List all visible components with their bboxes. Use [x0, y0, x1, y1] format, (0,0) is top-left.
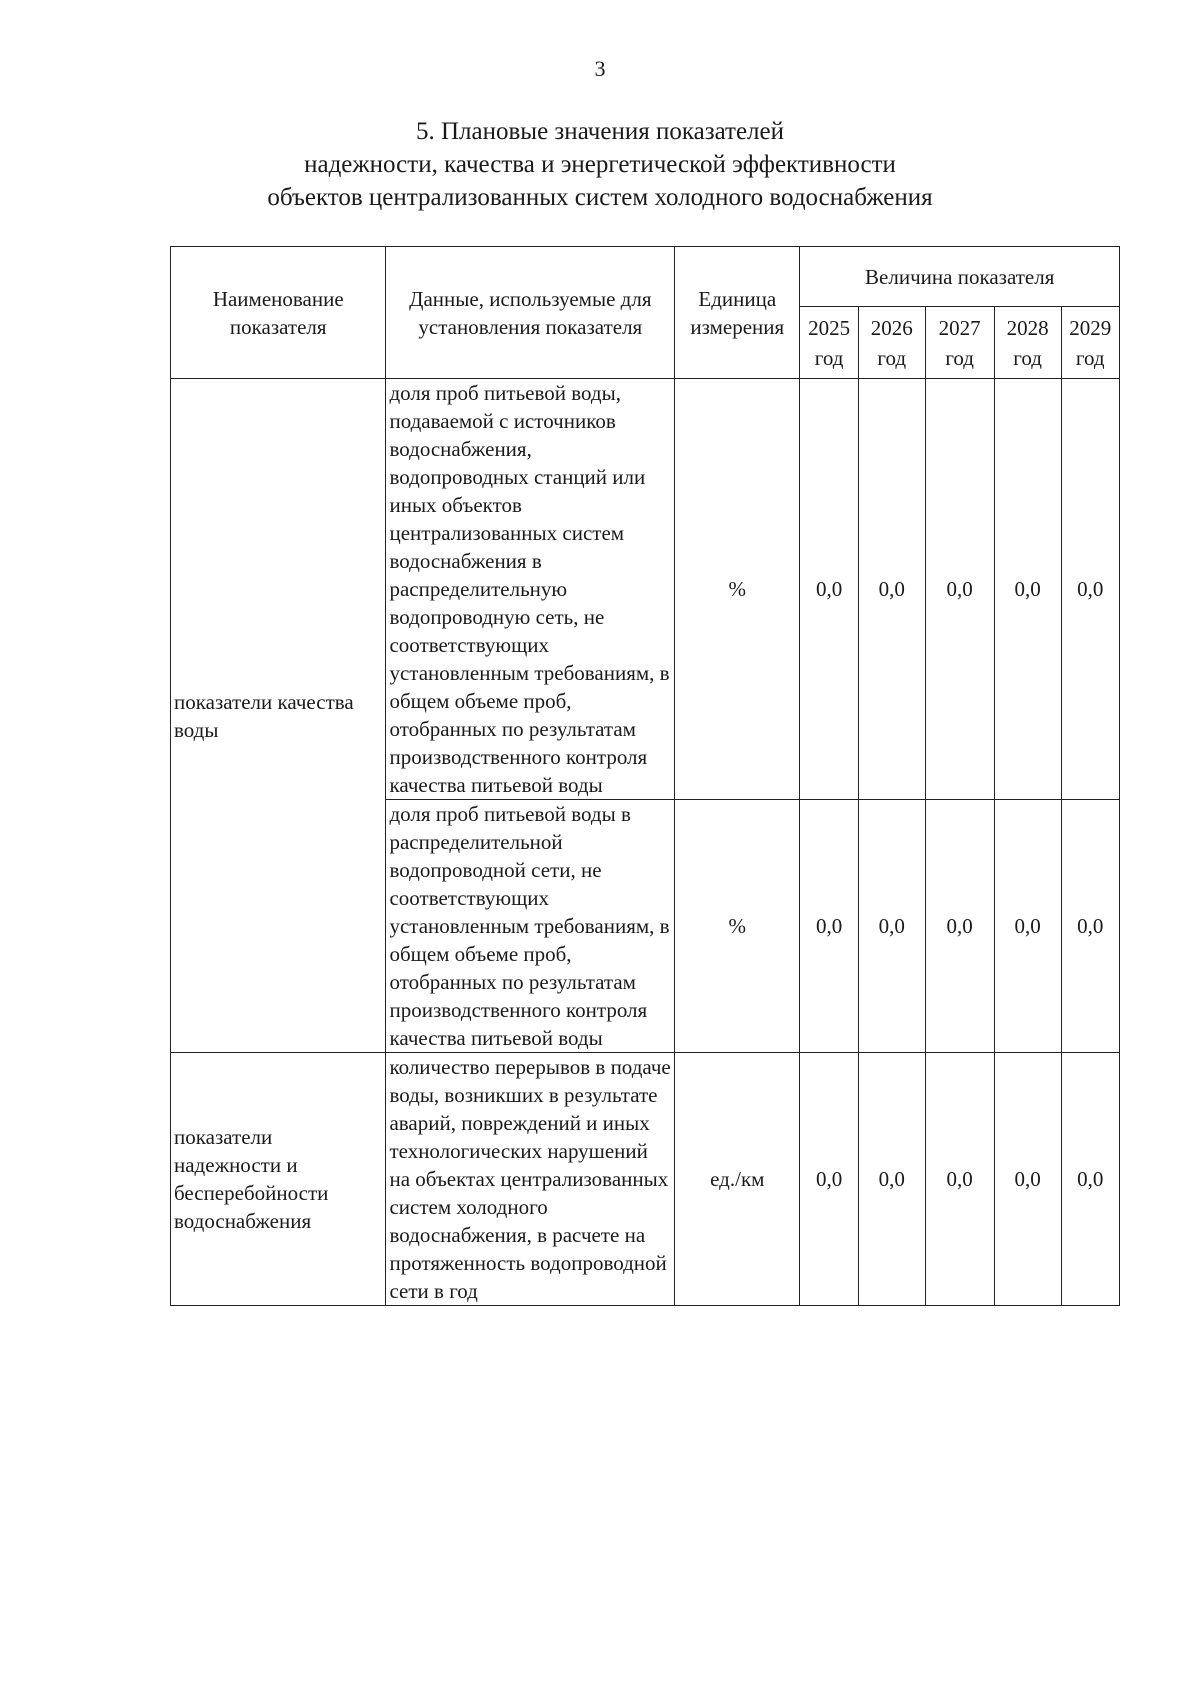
header-year-2026: 2026 год	[858, 307, 925, 379]
value-2026: 0,0	[858, 1053, 925, 1306]
value-2028: 0,0	[994, 379, 1061, 800]
indicator-unit: %	[675, 379, 800, 800]
header-year-2029: 2029 год	[1061, 307, 1120, 379]
value-2029: 0,0	[1061, 379, 1120, 800]
header-indicator-value: Величина показателя	[800, 247, 1120, 307]
section-title	[0, 115, 1200, 214]
value-2025: 0,0	[800, 800, 858, 1053]
table-row	[171, 1053, 1120, 1306]
indicator-unit: %	[675, 800, 800, 1053]
indicator-data: доля проб питьевой воды в распределительной водопроводной сети, не соответствующих установленным требованиям, в общем объеме проб, отобранных по результатам производственного контроля качества питьевой воды	[386, 800, 675, 1053]
value-2029: 0,0	[1061, 1053, 1120, 1306]
indicator-unit: ед./км	[675, 1053, 800, 1306]
page-number: 3	[594, 56, 606, 81]
indicator-name-reliability: показатели надежности и бесперебойности водоснабжения	[171, 1053, 386, 1306]
value-2028: 0,0	[994, 1053, 1061, 1306]
section-title-line-3: объектов централизованных систем холодного водоснабжения	[267, 184, 933, 211]
header-indicator-name: Наименование показателя	[171, 247, 386, 379]
header-year-2028: 2028 год	[994, 307, 1061, 379]
table-row	[171, 379, 1120, 800]
section-title-line-2: надежности, качества и энергетической эффективности	[304, 151, 896, 178]
indicators-table	[170, 246, 1120, 1306]
value-2025: 0,0	[800, 1053, 858, 1306]
value-2027: 0,0	[925, 800, 994, 1053]
value-2027: 0,0	[925, 379, 994, 800]
value-2025: 0,0	[800, 379, 858, 800]
header-unit: Единица измерения	[675, 247, 800, 379]
value-2026: 0,0	[858, 379, 925, 800]
header-source-data: Данные, используемые для установления показателя	[386, 247, 675, 379]
indicator-name-water-quality: показатели качества воды	[171, 379, 386, 1053]
value-2027: 0,0	[925, 1053, 994, 1306]
value-2026: 0,0	[858, 800, 925, 1053]
indicator-data: количество перерывов в подаче воды, возникших в результате аварий, повреждений и иных технологических нарушений на объектах централизованных систем холодного водоснабжения, в расчете на протяженность водопроводной сети в год	[386, 1053, 675, 1306]
header-year-2027: 2027 год	[925, 307, 994, 379]
table-header-row	[171, 247, 1120, 307]
header-year-2025: 2025 год	[800, 307, 858, 379]
value-2028: 0,0	[994, 800, 1061, 1053]
indicator-data: доля проб питьевой воды, подаваемой с источников водоснабжения, водопроводных станций или иных объектов централизованных систем водоснабжения в распределительную водопроводную сеть, не соответствующих установленным требованиям, в общем объеме проб, отобранных по результатам производственного контроля качества питьевой воды	[386, 379, 675, 800]
section-title-line-1: 5. Плановые значения показателей	[415, 118, 785, 145]
value-2029: 0,0	[1061, 800, 1120, 1053]
